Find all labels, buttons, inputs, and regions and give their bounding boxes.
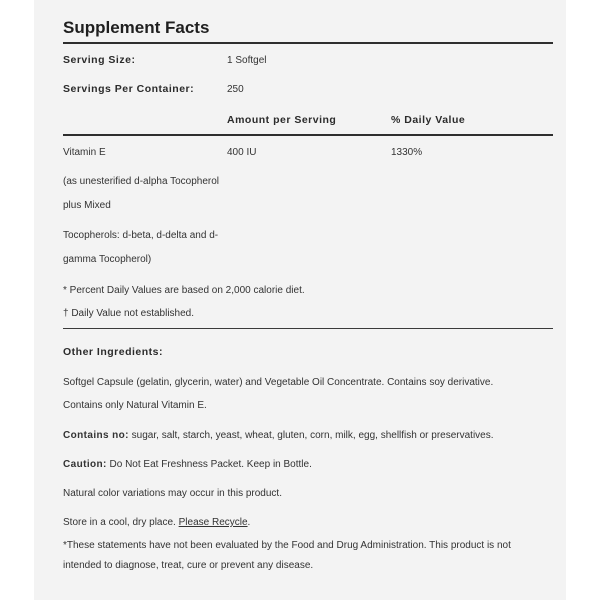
fda-disclaimer-line: *These statements have not been evaluated by the Food and Drug Administration. This product is not [63,540,511,551]
header-divider [63,134,553,136]
servings-per-container-value: 250 [227,84,244,95]
contains-no-label: Contains no: [63,430,129,441]
nutrient-daily-value: 1330% [391,147,423,158]
recycle-link[interactable]: Please Recycle [178,517,248,528]
serving-size-label: Serving Size: [63,54,136,66]
amount-per-serving-header: Amount per Serving [227,114,337,126]
storage-text: Store in a cool, dry place. [63,517,179,528]
nutrient-name: Vitamin E [63,147,106,158]
color-variation-note: Natural color variations may occur in this product. [63,488,282,499]
nutrient-note-line: gamma Tocopherol) [63,254,152,265]
caution-statement [63,459,312,470]
contains-no-text: sugar, salt, starch, yeast, wheat, gluten, corn, milk, egg, shellfish or preservatives. [128,430,494,441]
supplement-facts-panel [34,0,566,600]
other-ingredients-label: Other Ingredients: [63,346,164,358]
servings-per-container-label: Servings Per Container: [63,83,195,95]
nutrient-amount: 400 IU [227,147,257,158]
other-ingredients-text: Contains only Natural Vitamin E. [63,400,207,411]
nutrient-note-line: plus Mixed [63,200,111,211]
daily-value-header: % Daily Value [391,114,466,126]
footnote-dv-not-established: † Daily Value not established. [63,308,195,319]
nutrient-note-line: (as unesterified d-alpha Tocopherol [63,176,220,187]
footnote-divider [63,328,553,329]
storage-end: . [247,517,251,528]
footnote-percent-dv: * Percent Daily Values are based on 2,000 calorie diet. [63,285,305,296]
serving-size-value: 1 Softgel [227,55,267,66]
fda-disclaimer-line: intended to diagnose, treat, cure or prevent any disease. [63,560,314,571]
storage-statement [63,517,250,528]
nutrient-note-line: Tocopherols: d-beta, d-delta and d- [63,230,219,241]
caution-text: Do Not Eat Freshness Packet. Keep in Bottle. [106,459,312,470]
caution-label: Caution: [63,459,107,470]
contains-no-statement [63,430,494,441]
other-ingredients-text: Softgel Capsule (gelatin, glycerin, water) and Vegetable Oil Concentrate. Contains soy derivative. [63,377,494,388]
page-title: Supplement Facts [63,18,210,37]
title-divider [63,42,553,44]
